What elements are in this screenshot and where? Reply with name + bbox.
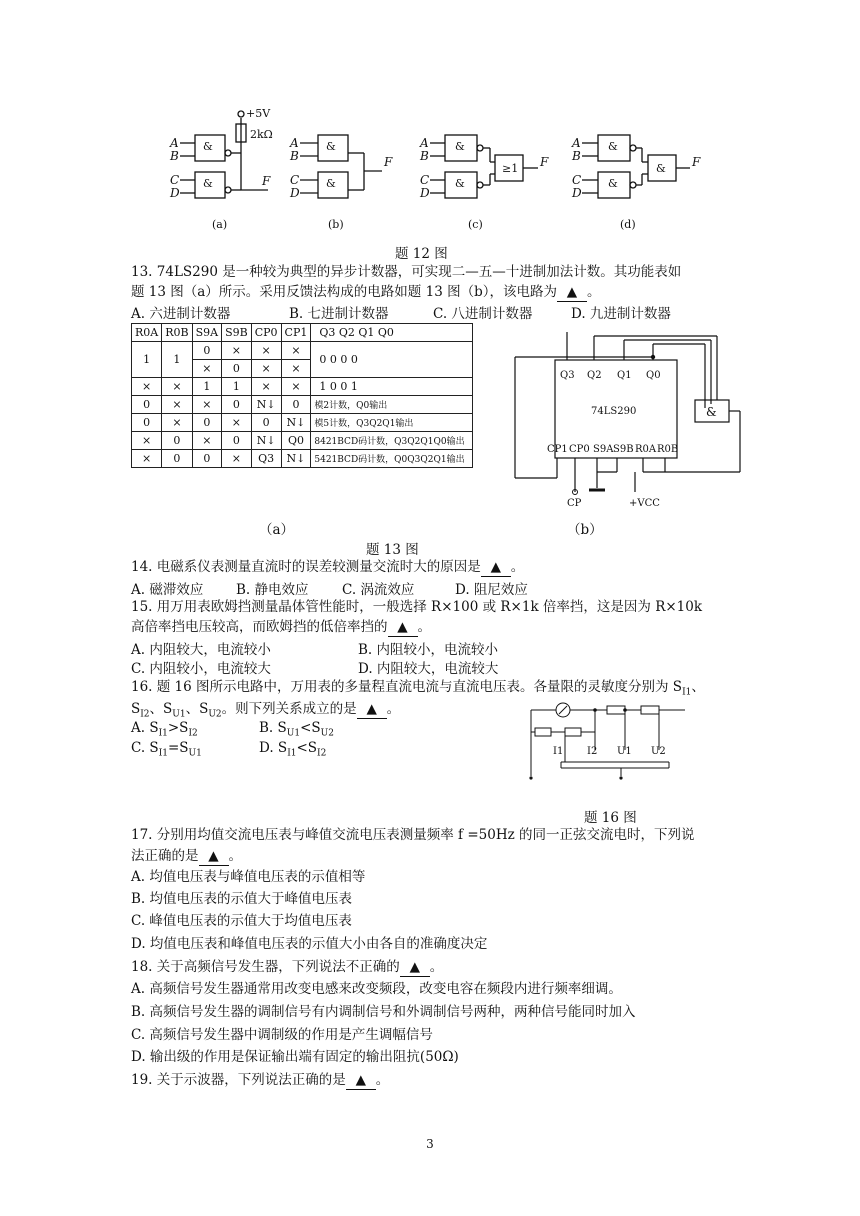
q14-option-b[interactable]: B. 静电效应 [236,582,309,598]
table-row: × 0 × 0 N↓ Q0 8421BCD码计数，Q3Q2Q1Q0输出 [132,432,473,450]
svg-text:C: C [170,173,180,187]
q13-option-b[interactable]: B. 七进制计数器 [289,306,389,322]
svg-text:S9A: S9A [593,444,614,455]
table-row: × 0 0 × Q3 N↓ 5421BCD码计数，Q0Q3Q2Q1输出 [132,450,473,468]
svg-text:U2: U2 [651,746,666,757]
svg-text:I1: I1 [553,746,564,757]
svg-text:A: A [170,136,179,150]
q16-line2: $S_{I2}$、$S_{U1}$、$S_{U2}$。则下列关系成立的是 ▲ 。 [131,701,401,720]
svg-text:74LS290: 74LS290 [591,406,637,417]
fig13-caption: 题 13 图 [366,542,419,558]
q18-question: 18. 关于高频信号发生器，下列说法不正确的 ▲ 。 [131,959,444,975]
q15-option-b[interactable]: B. 内阻较小，电流较小 [358,642,499,658]
q16-option-d[interactable]: D. $S_{I1}<S_{I2}$ [259,740,327,759]
svg-text:B: B [170,149,179,163]
svg-text:(b): (b) [328,218,344,231]
q13-option-d[interactable]: D. 九进制计数器 [571,306,671,322]
q16-option-b[interactable]: B. $S_{U1}<S_{U2}$ [259,720,334,739]
table-row: 0 × 0 × 0 N↓ 模5计数，Q3Q2Q1输出 [132,414,473,432]
fig13b-sublabel: （b） [567,522,603,538]
table-row: 1 1 0 × × × 0 0 0 0 [132,342,473,360]
q15-line1: 15. 用万用表欧姆挡测量晶体管性能时，一般选择 R×100 或 R×1k 倍率挡，这是因为 R×10k [131,599,703,615]
svg-text:D: D [420,186,430,200]
svg-text:&: & [608,140,618,153]
q14-option-c[interactable]: C. 涡流效应 [342,582,415,598]
q13-line1: 13. 74LS290 是一种较为典型的异步计数器，可实现二—五—十进制加法计数。其功能表如 [131,264,682,280]
svg-text:A: A [420,136,429,150]
svg-text:Q2: Q2 [587,370,602,381]
svg-text:&: & [656,162,666,175]
q19-question: 19. 关于示波器，下列说法正确的是 ▲ 。 [131,1072,390,1088]
page-number: 3 [426,1137,434,1151]
q16-option-a[interactable]: A. $S_{I1}>S_{I2}$ [131,720,198,739]
svg-text:&: & [203,177,213,190]
q18-option-b[interactable]: B. 高频信号发生器的调制信号有内调制信号和外调制信号两种，两种信号能同时加入 [131,1004,636,1020]
svg-text:F: F [540,155,549,169]
svg-text:Q3: Q3 [560,370,575,381]
figure-12 [150,100,710,235]
svg-text:F: F [262,174,271,188]
q15-option-c[interactable]: C. 内阻较小，电流较大 [131,661,271,677]
svg-text:D: D [290,186,300,200]
answer-blank[interactable]: ▲ [400,958,430,977]
function-table-74ls290 [131,323,473,468]
svg-text:R0A: R0A [635,444,657,455]
q17-option-d[interactable]: D. 均值电压表和峰值电压表的示值大小由各自的准确度决定 [131,936,488,952]
figure-16-circuit [525,696,705,786]
svg-text:+5V: +5V [246,107,271,120]
svg-text:B: B [420,149,429,163]
svg-text:&: & [706,405,717,419]
answer-blank[interactable]: ▲ [357,700,387,719]
q17-option-c[interactable]: C. 峰值电压表的示值大于均值电压表 [131,913,352,929]
q16-line1: 16. 题 16 图所示电路中，万用表的多量程直流电流与直流电压表。各量限的灵敏度分别为 $S_{I1}$、 [131,679,705,698]
svg-text:Q0: Q0 [646,370,661,381]
svg-text:C: C [420,173,430,187]
answer-blank[interactable]: ▲ [199,847,229,866]
svg-text:&: & [326,140,336,153]
answer-blank[interactable]: ▲ [388,618,418,637]
q15-line2: 高倍率挡电压较高，而欧姆挡的低倍率挡的 ▲ 。 [131,619,431,635]
figure-13b-circuit [505,322,745,512]
q13-option-c[interactable]: C. 八进制计数器 [433,306,533,322]
q16-option-c[interactable]: C. $S_{I1}=S_{U1}$ [131,740,202,759]
svg-text:≥1: ≥1 [502,162,519,175]
q15-option-d[interactable]: D. 内阻较大，电流较大 [358,661,499,677]
q14-option-a[interactable]: A. 磁滞效应 [131,582,204,598]
q18-option-d[interactable]: D. 输出级的作用是保证输出端有固定的输出阻抗(50Ω) [131,1049,459,1065]
svg-text:&: & [326,177,336,190]
fig12-caption: 题 12 图 [395,246,448,262]
q18-option-c[interactable]: C. 高频信号发生器中调制级的作用是产生调幅信号 [131,1027,433,1043]
svg-text:(d): (d) [620,218,636,231]
answer-blank[interactable]: ▲ [481,558,511,577]
svg-text:CP0: CP0 [569,444,590,455]
svg-text:+VCC: +VCC [629,498,660,509]
q17-line1: 17. 分别用均值交流电压表与峰值交流电压表测量频率 f =50Hz 的同一正弦交流电时，下列说 [131,827,695,843]
table-row: 0 × × 0 N↓ 0 模2计数，Q0输出 [132,396,473,414]
q17-line2: 法正确的是 ▲ 。 [131,848,242,864]
table-row: × × 1 1 × × 1 0 0 1 [132,378,473,396]
q14-question: 14. 电磁系仪表测量直流时的误差较测量交流时大的原因是 ▲ 。 [131,559,525,575]
svg-text:D: D [572,186,582,200]
q15-option-a[interactable]: A. 内阻较大，电流较小 [131,642,271,658]
svg-text:(c): (c) [468,218,483,231]
svg-text:C: C [290,173,300,187]
svg-text:D: D [170,186,180,200]
svg-text:U1: U1 [617,746,632,757]
answer-blank[interactable]: ▲ [346,1071,376,1090]
svg-text:Q1: Q1 [617,370,632,381]
svg-text:&: & [455,140,465,153]
svg-text:&: & [455,177,465,190]
svg-text:B: B [572,149,581,163]
svg-text:2kΩ: 2kΩ [250,128,273,141]
svg-text:S9B: S9B [613,444,634,455]
q14-option-d[interactable]: D. 阻尼效应 [455,582,528,598]
svg-text:A: A [290,136,299,150]
fig16-caption: 题 16 图 [584,810,637,826]
svg-text:C: C [572,173,582,187]
svg-text:CP: CP [567,498,582,509]
svg-text:&: & [203,140,213,153]
q13-line2: 题 13 图（a）所示。采用反馈法构成的电路如题 13 图（b），该电路为 ▲ 。 [131,284,601,300]
svg-text:R0B: R0B [657,444,679,455]
answer-blank[interactable]: ▲ [557,283,587,302]
svg-text:CP1: CP1 [547,444,568,455]
q17-option-b[interactable]: B. 均值电压表的示值大于峰值电压表 [131,891,353,907]
table-row: × 0 × × [132,360,473,378]
q17-option-a[interactable]: A. 均值电压表与峰值电压表的示值相等 [131,869,366,885]
svg-text:I2: I2 [587,746,598,757]
svg-text:A: A [572,136,581,150]
svg-text:F: F [692,155,701,169]
svg-text:B: B [290,149,299,163]
svg-text:F: F [384,155,393,169]
q13-option-a[interactable]: A. 六进制计数器 [131,306,231,322]
svg-text:&: & [608,177,618,190]
fig13a-sublabel: （a） [259,522,295,538]
svg-text:(a): (a) [212,218,228,231]
q18-option-a[interactable]: A. 高频信号发生器通常用改变电感来改变频段，改变电容在频段内进行频率细调。 [131,981,622,997]
table-header-row: R0A R0B S9A S9B CP0 CP1 Q3 Q2 Q1 Q0 [132,324,473,342]
